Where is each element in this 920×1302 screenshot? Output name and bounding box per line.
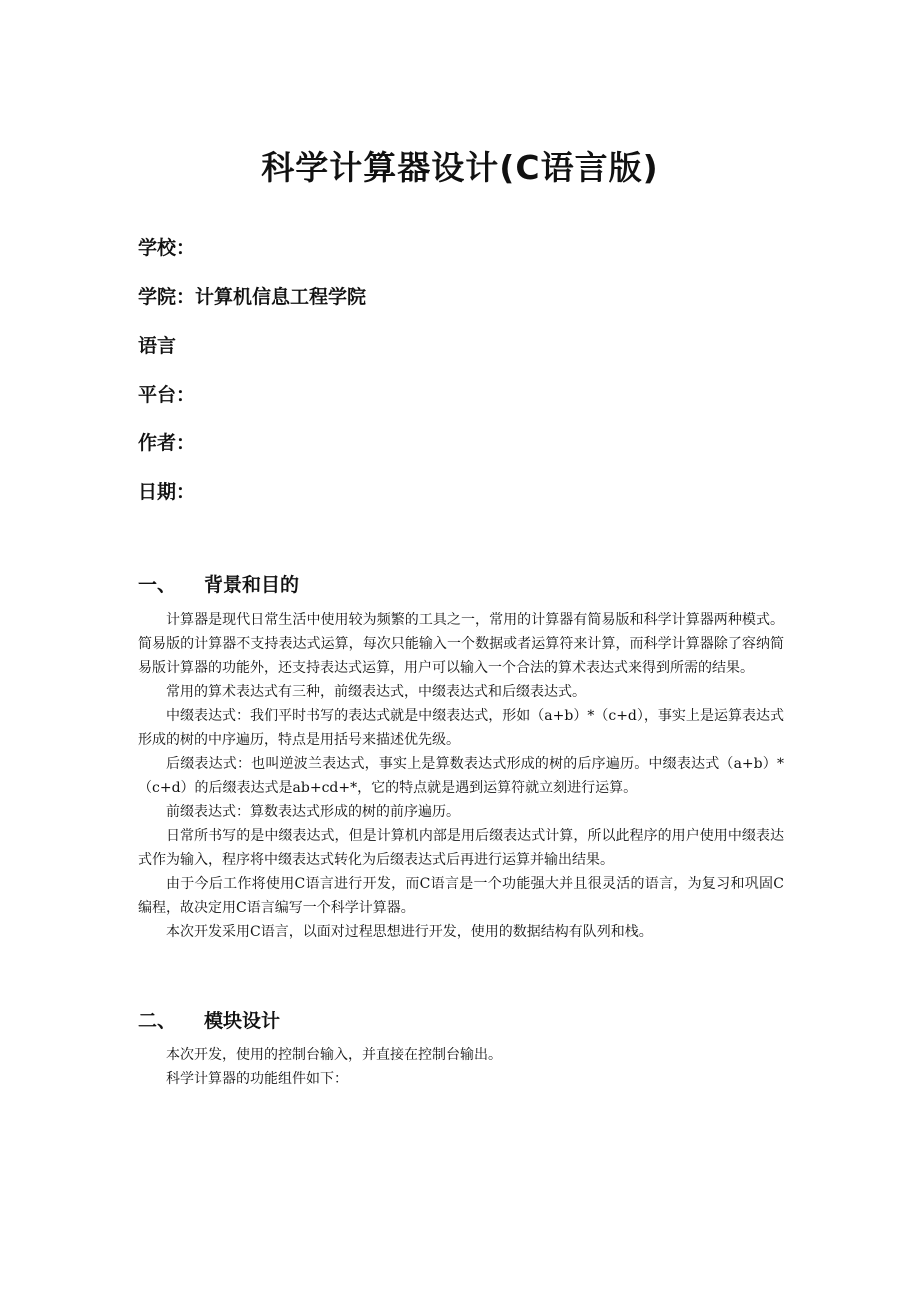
info-school: 学校： <box>138 237 196 259</box>
paragraph: 本次开发采用C语言，以面对过程思想进行开发，使用的数据结构有队列和栈。 <box>166 924 653 940</box>
paragraph: 本次开发，使用的控制台输入，并直接在控制台输出。 <box>166 1047 502 1063</box>
section-number: 二、 <box>138 1010 177 1032</box>
paragraph: 前缀表达式：算数表达式形成的树的前序遍历。 <box>166 804 460 820</box>
paragraph: 日常所书写的是中缀表达式，但是计算机内部是用后缀表达式计算，所以此程序的用户使用中缀表达式作为输入，程序将中缀表达式转化为后缀表达式后再进行运算并输出结果。 <box>138 828 784 868</box>
info-college: 学院：计算机信息工程学院 <box>138 286 367 308</box>
section-title: 模块设计 <box>204 1010 281 1032</box>
section-body-module-design <box>138 1043 784 1091</box>
paragraph: 由于今后工作将使用C语言进行开发，而C语言是一个功能强大并且很灵活的语言，为复习和巩固C编程，故决定用C语言编写一个科学计算器。 <box>138 876 784 916</box>
paragraph: 科学计算器的功能组件如下： <box>166 1071 348 1087</box>
info-language: 语言 <box>138 335 177 357</box>
section-number: 一、 <box>138 574 177 596</box>
paragraph: 中缀表达式：我们平时书写的表达式就是中缀表达式，形如（a+b）*（c+d），事实上是运算表达式形成的树的中序遍历，特点是用括号来描述优先级。 <box>138 708 784 748</box>
section-heading-module-design <box>138 1006 280 1033</box>
document-title: 科学计算器设计(C语言版) <box>261 148 659 187</box>
section-title: 背景和目的 <box>204 574 300 596</box>
section-body-background <box>138 608 784 944</box>
paragraph: 计算器是现代日常生活中使用较为频繁的工具之一，常用的计算器有简易版和科学计算器两种模式。简易版的计算器不支持表达式运算，每次只能输入一个数据或者运算符来计算，而科学计算器除了容纳简易版计算器的功能外，还支持表达式运算，用户可以输入一个合法的算术表达式来得到所需的结果。 <box>138 612 784 676</box>
section-heading-background <box>138 570 299 597</box>
info-platform: 平台： <box>138 384 196 406</box>
info-date: 日期： <box>138 481 196 503</box>
info-author: 作者： <box>138 432 196 454</box>
paragraph: 后缀表达式：也叫逆波兰表达式，事实上是算数表达式形成的树的后序遍历。中缀表达式（a+b）*（c+d）的后缀表达式是ab+cd+*，它的特点就是遇到运算符就立刻进行运算。 <box>138 756 784 796</box>
paragraph: 常用的算术表达式有三种，前缀表达式，中缀表达式和后缀表达式。 <box>166 684 586 700</box>
